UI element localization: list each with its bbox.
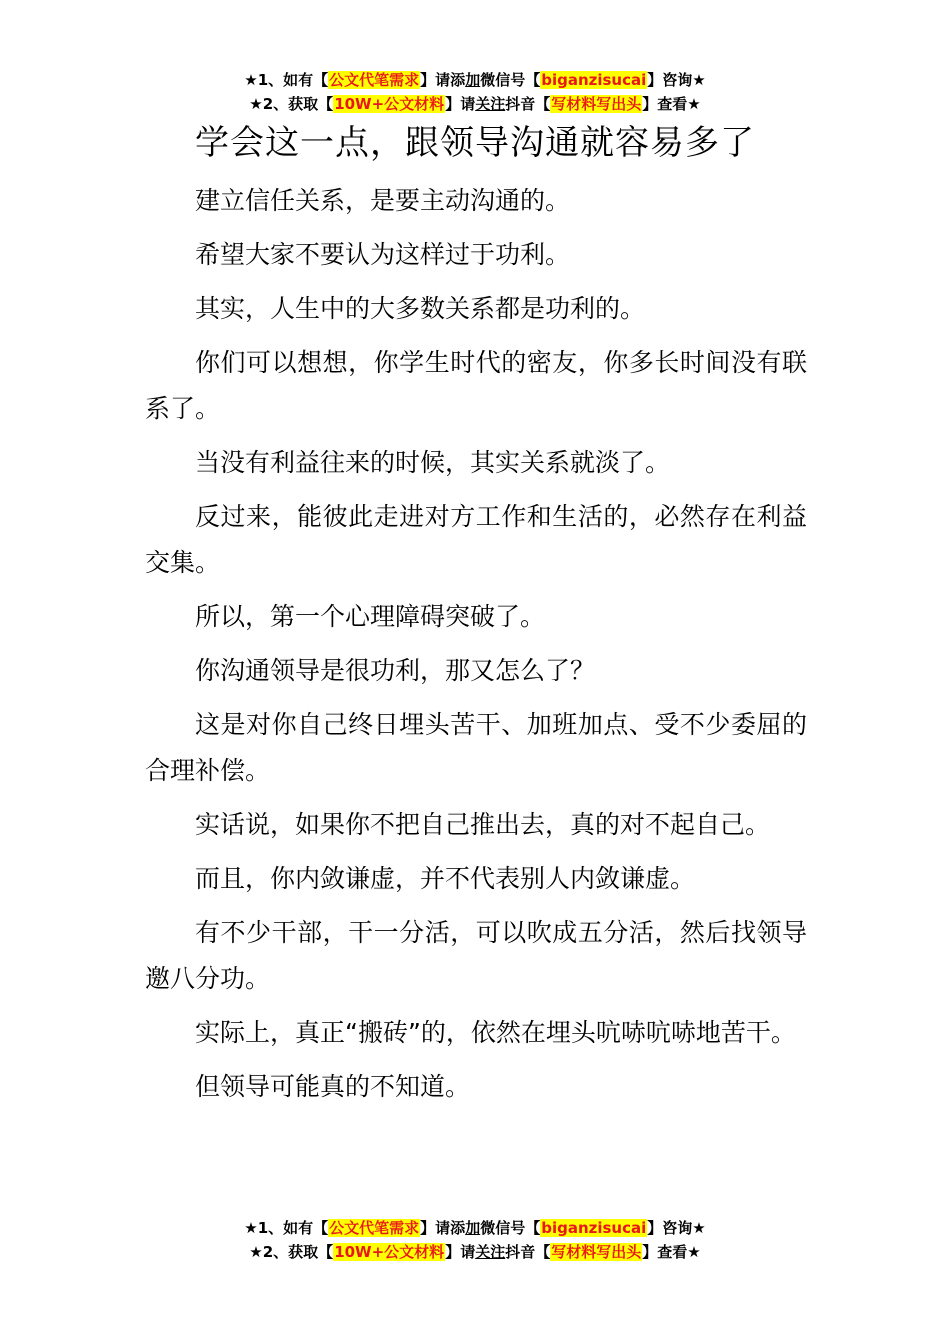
banner-line-1 <box>0 68 950 92</box>
banner-line-2 <box>0 92 950 116</box>
banner-text: 】请添 <box>420 1219 466 1237</box>
paragraph: 你们可以想想，你学生时代的密友，你多长时间没有联系了。 <box>145 348 807 423</box>
banner-text: 】请添 <box>420 71 466 89</box>
paragraph: 所以，第一个心理障碍突破了。 <box>195 602 546 631</box>
footer-banner <box>0 1216 950 1264</box>
paragraph: 实际上，真正“搬砖”的，依然在埋头吭哧吭哧地苦干。 <box>195 1018 796 1047</box>
banner-underlined-text: 关注 <box>475 95 506 113</box>
banner-text: 微信号【 <box>480 71 541 89</box>
paragraph: 但领导可能真的不知道。 <box>195 1072 471 1101</box>
banner-text: ★1、如有【 <box>244 71 329 89</box>
banner-text: 】请 <box>445 1243 476 1261</box>
paragraph: 有不少干部，干一分活，可以吹成五分活，然后找领导邀八分功。 <box>145 918 807 993</box>
banner-text: 抖音【 <box>505 1243 551 1261</box>
banner-text: ★2、获取【 <box>249 95 334 113</box>
banner-highlight-wechat-id: biganzisucai <box>541 1219 647 1237</box>
paragraph: 建立信任关系，是要主动沟通的。 <box>195 186 571 215</box>
banner-highlight: 10W+公文材料 <box>334 1243 445 1261</box>
banner-text: 】查看★ <box>642 95 701 113</box>
banner-line-1 <box>0 1216 950 1240</box>
document-title: 学会这一点，跟领导沟通就容易多了 <box>195 123 755 163</box>
banner-underlined-text: 关注 <box>475 1243 506 1261</box>
banner-text: ★2、获取【 <box>249 1243 334 1261</box>
paragraph: 而且，你内敛谦虚，并不代表别人内敛谦虚。 <box>195 864 696 893</box>
banner-line-2 <box>0 1240 950 1264</box>
banner-text: 】咨询★ <box>647 71 706 89</box>
banner-highlight-wechat-id: biganzisucai <box>541 71 647 89</box>
header-banner <box>0 68 950 116</box>
banner-text: 】咨询★ <box>647 1219 706 1237</box>
banner-underlined-text: 加 <box>465 71 481 89</box>
paragraph: 反过来，能彼此走进对方工作和生活的，必然存在利益交集。 <box>145 502 807 577</box>
banner-highlight-douyin-id: 写材料写出头 <box>551 95 642 113</box>
paragraph: 这是对你自己终日埋头苦干、加班加点、受不少委屈的合理补偿。 <box>145 710 807 785</box>
paragraph: 你沟通领导是很功利，那又怎么了？ <box>195 656 596 685</box>
banner-text: ★1、如有【 <box>244 1219 329 1237</box>
banner-text: 】请 <box>445 95 476 113</box>
paragraph: 希望大家不要认为这样过于功利。 <box>195 240 571 269</box>
banner-text: 微信号【 <box>480 1219 541 1237</box>
banner-text: 】查看★ <box>642 1243 701 1261</box>
paragraph: 其实，人生中的大多数关系都是功利的。 <box>195 294 646 323</box>
banner-highlight: 公文代笔需求 <box>329 71 420 89</box>
banner-highlight: 10W+公文材料 <box>334 95 445 113</box>
banner-highlight-douyin-id: 写材料写出头 <box>551 1243 642 1261</box>
banner-underlined-text: 加 <box>465 1219 481 1237</box>
article-body <box>145 178 807 1118</box>
paragraph: 当没有利益往来的时候，其实关系就淡了。 <box>195 448 671 477</box>
banner-text: 抖音【 <box>505 95 551 113</box>
paragraph: 实话说，如果你不把自己推出去，真的对不起自己。 <box>195 810 771 839</box>
banner-highlight: 公文代笔需求 <box>329 1219 420 1237</box>
